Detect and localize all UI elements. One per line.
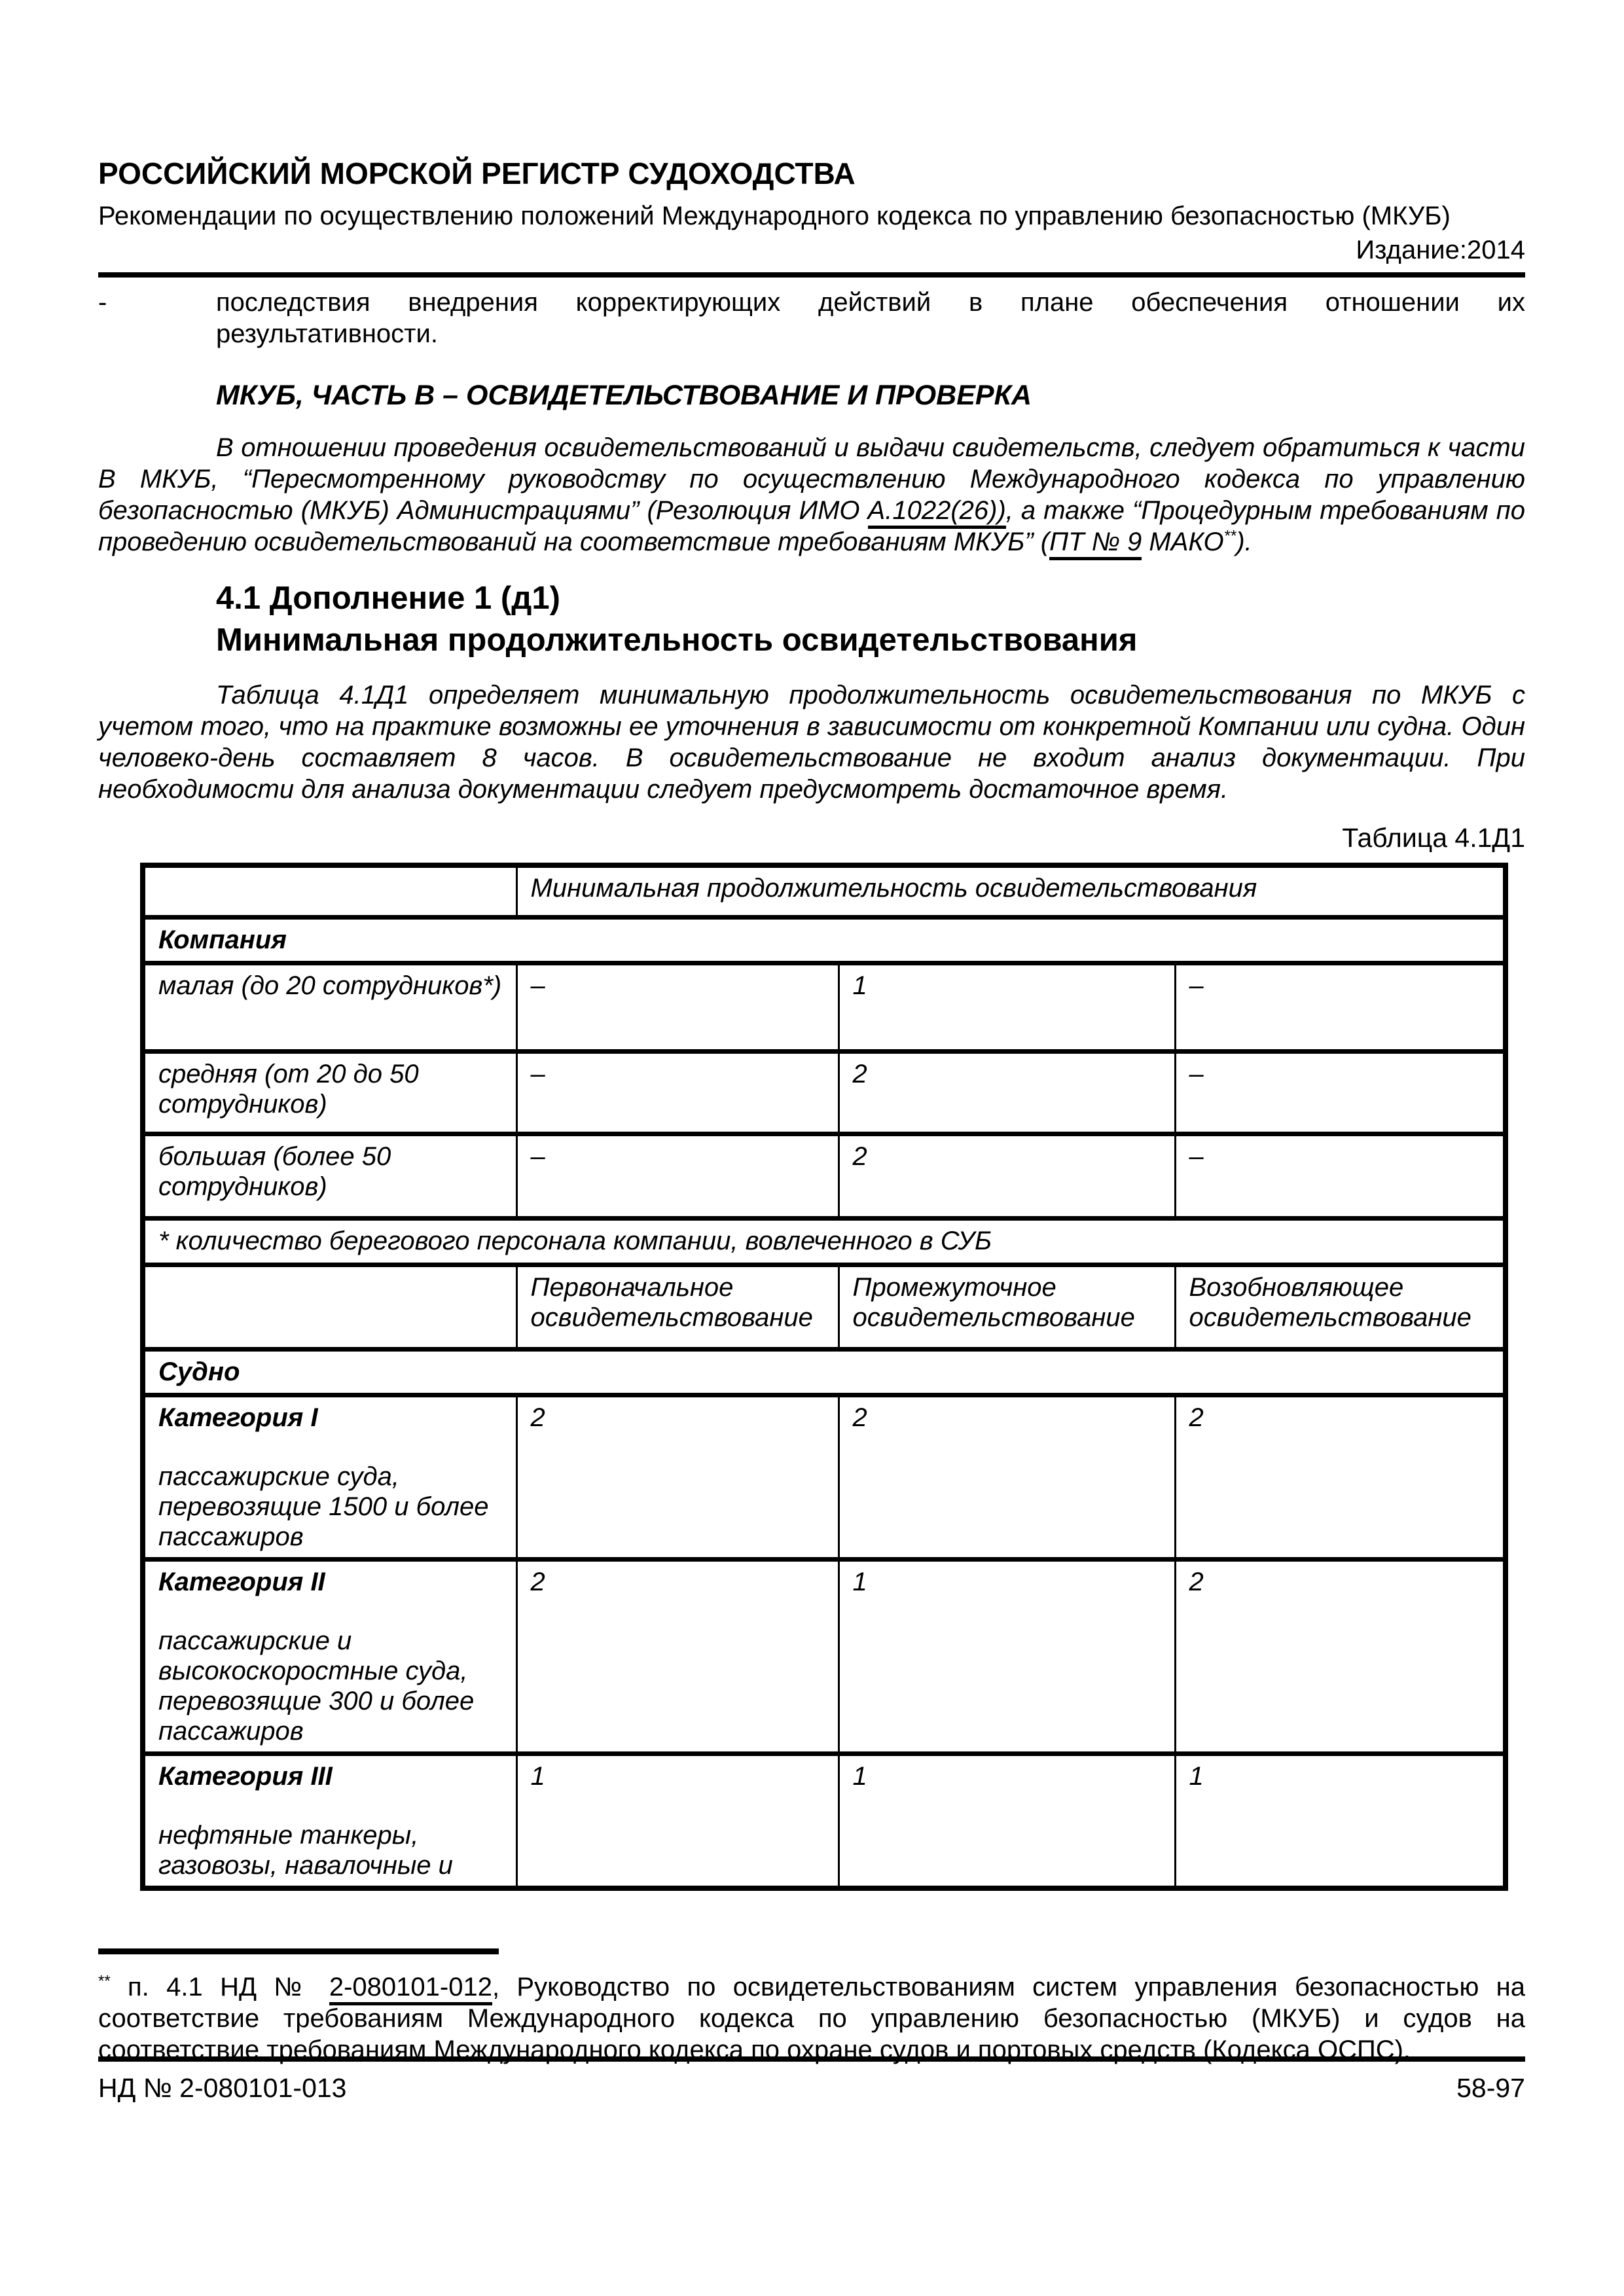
category-1-desc: пассажирские суда, перевозящие 1500 и более пассажиров: [158, 1462, 489, 1551]
table-caption: Таблица 4.1Д1: [1342, 823, 1525, 853]
company-large-intermediate: 2: [839, 1134, 1175, 1218]
table-row-category-2: [143, 1559, 1506, 1753]
list-item-line2: результативности.: [216, 319, 438, 348]
footnote-divider: [98, 1948, 499, 1954]
table-row-company-medium: [143, 1051, 1506, 1134]
table-row-asterisk-note: [143, 1218, 1506, 1265]
category-1-intermediate: 2: [839, 1395, 1175, 1559]
footer-page-number: 58-97: [1456, 2073, 1525, 2103]
category-3-renewal: 1: [1175, 1753, 1506, 1888]
table-row-span-header: [143, 865, 1506, 917]
column-header-initial: Первоначальное освидетельствование: [516, 1265, 839, 1349]
pt9-reference-link[interactable]: ПТ № 9: [1049, 528, 1142, 560]
company-small-renewal: –: [1175, 963, 1506, 1051]
category-3-desc: нефтяные танкеры, газовозы, навалочные и: [158, 1820, 453, 1880]
organization-title: РОССИЙСКИЙ МОРСКОЙ РЕГИСТР СУДОХОДСТВА: [98, 156, 856, 190]
category-3-title: Категория III: [158, 1761, 333, 1791]
part-b-text-3: МАКО: [1142, 528, 1224, 556]
category-1-title: Категория I: [158, 1403, 318, 1432]
resolution-reference-link[interactable]: А.1022(26)): [868, 496, 1006, 529]
company-large-renewal: –: [1175, 1134, 1506, 1218]
page-header: [98, 157, 1525, 278]
footnote-post: , Руководство по освидетельствованиям систем управления безопасностью на соответствие требованиям Международного кодекса по управлению безопасностью (МКУБ) и судов на соответствие требованиям Международного кодекса по охране судов и портовых средств (Кодекса ОСПС).: [98, 1972, 1525, 2064]
ship-section-label: Судно: [143, 1349, 1506, 1395]
list-item-line1: последствия внедрения корректирующих действий в плане обеспечения отношении их: [216, 288, 1525, 317]
company-medium-intermediate: 2: [839, 1051, 1175, 1134]
table-row-company-large: [143, 1134, 1506, 1218]
category-2-title: Категория II: [158, 1567, 325, 1596]
category-1-renewal: 2: [1175, 1395, 1506, 1559]
category-3-initial: 1: [516, 1753, 839, 1888]
list-item-text: [216, 287, 1525, 350]
company-small-intermediate: 1: [839, 963, 1175, 1051]
section-4-1-paragraph: Таблица 4.1Д1 определяет минимальную продолжительность освидетельствования по МКУБ с учетом того, что на практике возможны ее уточнения в зависимости от конкретной Компании или судна. Один человеко-день составляет 8 часов. В освидетельствование не входит анализ документации. При необходимости для анализа документации следует предусмотреть достаточное время.: [98, 681, 1525, 804]
section-4-1-subheading: Минимальная продолжительность освидетельствования: [216, 622, 1138, 658]
footnote-text: [98, 1971, 1525, 2066]
table-row-column-headers: [143, 1265, 1506, 1349]
table-cell-empty-top: [143, 865, 516, 917]
table-row-category-1: [143, 1395, 1506, 1559]
company-medium-renewal: –: [1175, 1051, 1506, 1134]
category-2-initial: 2: [516, 1559, 839, 1753]
survey-duration-table: [140, 863, 1508, 1891]
company-small-label: малая (до 20 сотрудников*): [143, 963, 516, 1051]
category-3-cell: [143, 1753, 516, 1888]
category-1-cell: [143, 1395, 516, 1559]
table-row-category-3: [143, 1753, 1506, 1888]
table-row-company-small: [143, 963, 1506, 1051]
part-b-text-1: В отношении проведения освидетельствований и выдачи свидетельств, следует обратиться к части В МКУБ, “Пересмотренному руководству по осуществлению Международного кодекса по управлению безопасностью (МКУБ) Администрациями” (Резолюция ИМО: [98, 433, 1525, 525]
footer-divider: [98, 2056, 1525, 2062]
category-3-intermediate: 1: [839, 1753, 1175, 1888]
table-row-company-section: [143, 917, 1506, 963]
part-b-heading: МКУБ, ЧАСТЬ В – ОСВИДЕТЕЛЬСТВОВАНИЕ И ПРОВЕРКА: [216, 380, 1032, 411]
column-header-intermediate: Промежуточное освидетельствование: [839, 1265, 1175, 1349]
edition-label: Издание:2014: [1356, 236, 1525, 264]
company-medium-initial: –: [516, 1051, 839, 1134]
document-title: Рекомендации по осуществлению положений Международного кодекса по управлению безопасностью (МКУБ): [98, 202, 1451, 230]
category-2-desc: пассажирские и высокоскоростные суда, перевозящие 300 и более пассажиров: [158, 1626, 475, 1746]
header-divider: [98, 272, 1525, 278]
page-footer: [98, 2056, 1525, 2104]
category-2-intermediate: 1: [839, 1559, 1175, 1753]
category-2-cell: [143, 1559, 516, 1753]
company-large-initial: –: [516, 1134, 839, 1218]
table-row-ship-section: [143, 1349, 1506, 1395]
table-span-header: Минимальная продолжительность освидетельствования: [516, 865, 1506, 917]
list-item-consequences: [98, 287, 1525, 350]
company-small-initial: –: [516, 963, 839, 1051]
section-4-1-heading: 4.1 Дополнение 1 (д1): [216, 581, 560, 616]
company-section-label: Компания: [143, 917, 1506, 963]
table-cell-empty-mid: [143, 1265, 516, 1349]
footnote-doc-link[interactable]: 2-080101-012: [329, 1973, 492, 2005]
category-2-renewal: 2: [1175, 1559, 1506, 1753]
part-b-text-2: , а также “Процедурным требованиям по проведению освидетельствований на соответствие требованиям МКУБ” (: [98, 496, 1526, 556]
column-header-renewal: Возобновляющее освидетельствование: [1175, 1265, 1506, 1349]
footnote-marker: **: [98, 1972, 111, 1990]
footer-line: [98, 2062, 1525, 2104]
part-b-paragraph: [98, 432, 1525, 558]
list-item-dash: -: [98, 288, 107, 317]
company-medium-label: средняя (от 20 до 50 сотрудников): [143, 1051, 516, 1134]
footer-document-number: НД № 2-080101-013: [98, 2073, 347, 2103]
footnote-pre: п. 4.1 НД №: [110, 1972, 329, 2001]
asterisk-note: * количество берегового персонала компании, вовлеченного в СУБ: [143, 1218, 1506, 1265]
company-large-label: большая (более 50 сотрудников): [143, 1134, 516, 1218]
category-1-initial: 2: [516, 1395, 839, 1559]
part-b-text-4: ).: [1236, 528, 1252, 556]
footnote-marker-inline: **: [1223, 527, 1236, 545]
